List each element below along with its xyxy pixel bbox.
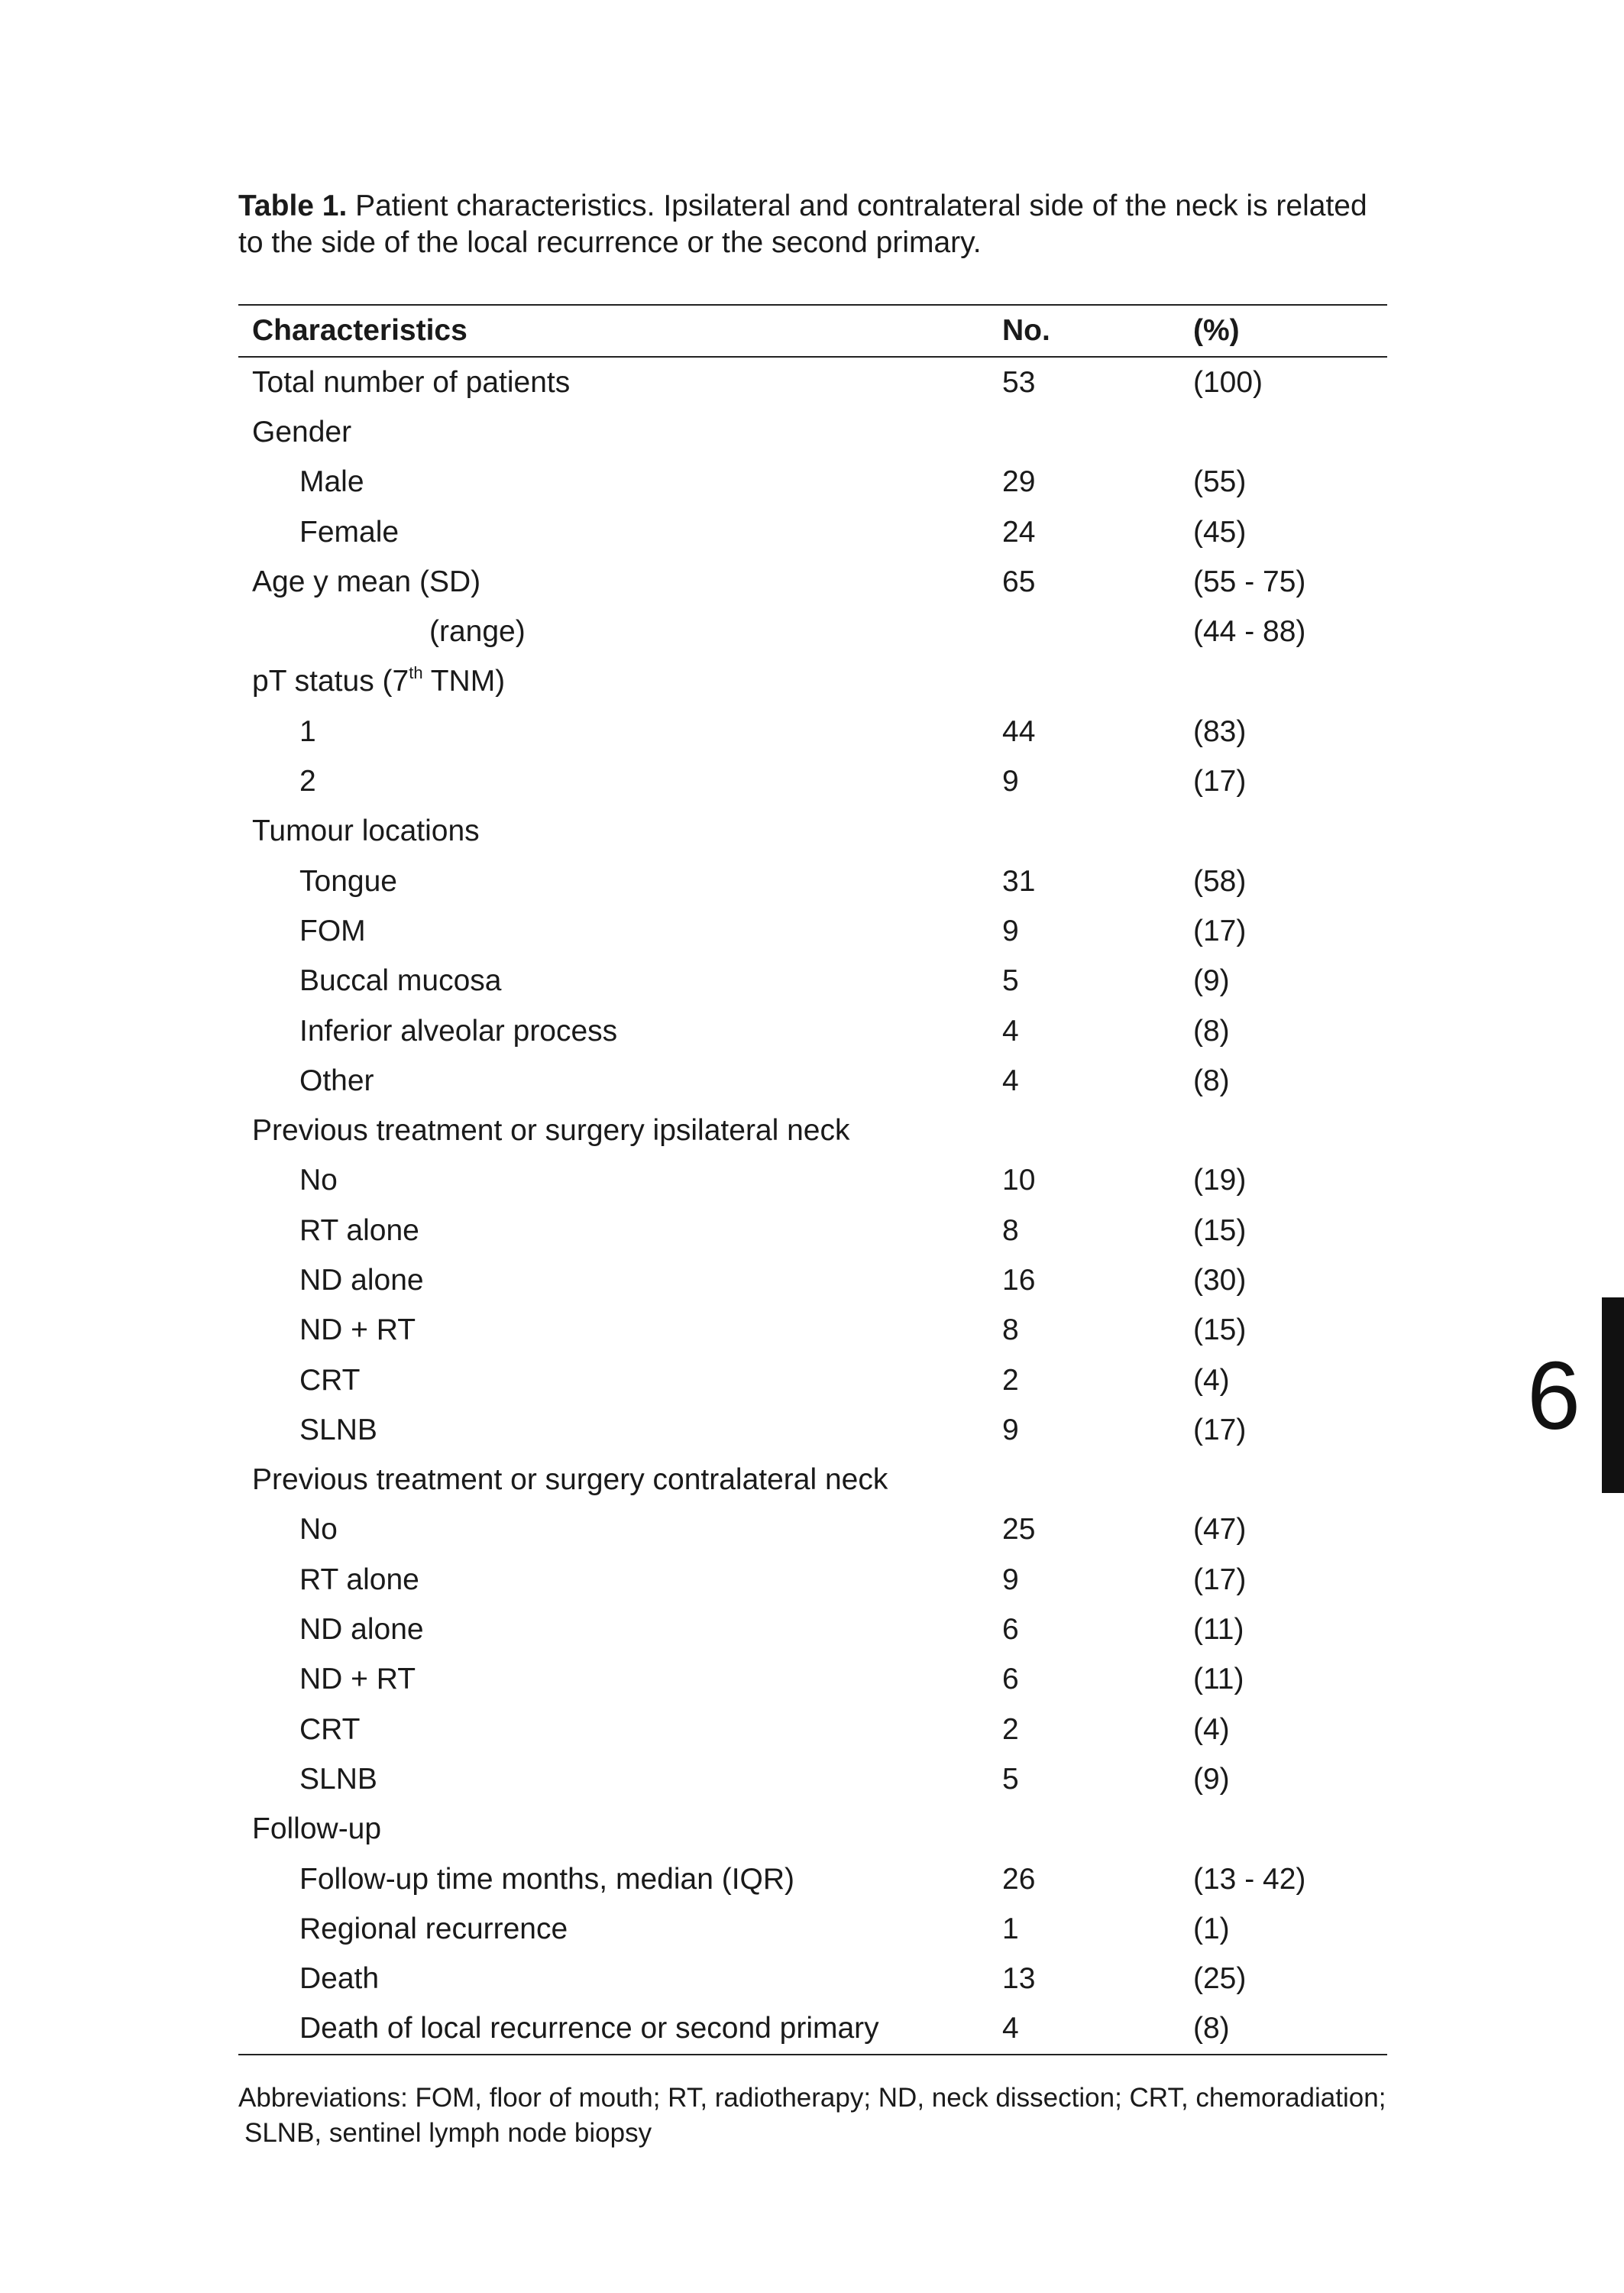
table-row bbox=[238, 1006, 1387, 1056]
header-characteristics: Characteristics bbox=[238, 306, 1002, 357]
row-count: 31 bbox=[1002, 864, 1036, 898]
row-percent: (11) bbox=[1193, 1613, 1244, 1647]
row-percent: (17) bbox=[1193, 765, 1247, 798]
row-count: 65 bbox=[1002, 565, 1036, 598]
row-label-cell bbox=[238, 1456, 1002, 1505]
row-count: 9 bbox=[1002, 765, 1019, 798]
row-count bbox=[1002, 657, 1193, 707]
table-row bbox=[238, 1555, 1387, 1605]
row-label: Female bbox=[299, 515, 400, 549]
row-label: Previous treatment or surgery ipsilateral neck bbox=[252, 1114, 850, 1148]
row-label: ND alone bbox=[299, 1613, 424, 1647]
row-percent: (8) bbox=[1193, 2012, 1230, 2045]
row-label: No bbox=[299, 1164, 338, 1197]
table-row bbox=[238, 1754, 1387, 1804]
row-count bbox=[1002, 1456, 1193, 1505]
row-label-cell bbox=[238, 756, 1002, 806]
row-percent: (45) bbox=[1193, 515, 1247, 549]
table-row bbox=[238, 707, 1387, 756]
table-row bbox=[238, 1805, 1387, 1854]
table-row bbox=[238, 1605, 1387, 1654]
footnote-line1: Abbreviations: FOM, floor of mouth; RT, radiotherapy; ND, neck dissection; CRT, chemoradiation; bbox=[238, 2083, 1386, 2113]
row-label-tail: TNM) bbox=[422, 665, 506, 698]
row-percent: (44 - 88) bbox=[1193, 615, 1306, 649]
row-label: Tongue bbox=[299, 864, 397, 898]
row-count bbox=[1002, 407, 1193, 457]
row-count: 2 bbox=[1002, 1712, 1019, 1746]
row-percent: (83) bbox=[1193, 714, 1247, 748]
row-label: Buccal mucosa bbox=[299, 964, 502, 998]
table-row bbox=[238, 957, 1387, 1006]
row-percent: (17) bbox=[1193, 1413, 1247, 1446]
row-percent: (58) bbox=[1193, 864, 1247, 898]
row-percent bbox=[1193, 407, 1387, 457]
row-count: 53 bbox=[1002, 365, 1036, 399]
table-row bbox=[238, 906, 1387, 956]
row-count: 44 bbox=[1002, 714, 1036, 748]
patient-characteristics-table bbox=[238, 304, 1387, 2055]
row-percent bbox=[1193, 1805, 1387, 1854]
table-header-row bbox=[238, 306, 1387, 357]
row-label-cell bbox=[238, 1206, 1002, 1255]
row-label: Inferior alveolar process bbox=[299, 1014, 618, 1048]
row-label: Other bbox=[299, 1064, 374, 1097]
row-label: Age y mean (SD) bbox=[252, 565, 481, 598]
row-label: FOM bbox=[299, 914, 366, 947]
row-label-cell bbox=[238, 1405, 1002, 1455]
row-label: pT status (7 bbox=[252, 665, 409, 698]
row-percent: (17) bbox=[1193, 914, 1247, 947]
row-label-cell bbox=[238, 458, 1002, 507]
row-label-cell bbox=[238, 1106, 1002, 1155]
row-label-cell bbox=[238, 1805, 1002, 1854]
row-percent: (55 - 75) bbox=[1193, 565, 1306, 598]
row-label: ND + RT bbox=[299, 1663, 416, 1696]
table-footnote bbox=[238, 2081, 1430, 2151]
row-label-cell bbox=[238, 807, 1002, 857]
row-label-cell bbox=[238, 1955, 1002, 2004]
row-label-cell bbox=[238, 707, 1002, 756]
table-row bbox=[238, 557, 1387, 607]
chapter-number: 6 bbox=[1526, 1342, 1581, 1449]
table-row bbox=[238, 756, 1387, 806]
table-row bbox=[238, 1655, 1387, 1705]
row-label-cell bbox=[238, 1655, 1002, 1705]
row-percent: (9) bbox=[1193, 964, 1230, 998]
row-percent: (100) bbox=[1193, 365, 1263, 399]
row-count: 26 bbox=[1002, 1862, 1036, 1896]
row-percent: (8) bbox=[1193, 1014, 1230, 1048]
row-label: 1 bbox=[299, 714, 316, 748]
row-label: RT alone bbox=[299, 1563, 419, 1596]
row-count: 29 bbox=[1002, 465, 1036, 499]
table-row bbox=[238, 857, 1387, 906]
row-label: (range) bbox=[429, 615, 526, 649]
table-row bbox=[238, 407, 1387, 457]
row-count: 5 bbox=[1002, 1762, 1019, 1796]
row-count: 8 bbox=[1002, 1213, 1019, 1247]
row-count: 6 bbox=[1002, 1613, 1019, 1647]
header-percent: (%) bbox=[1193, 306, 1387, 357]
row-percent: (13 - 42) bbox=[1193, 1862, 1306, 1896]
row-percent: (15) bbox=[1193, 1313, 1247, 1347]
table-row bbox=[238, 1206, 1387, 1255]
row-count: 5 bbox=[1002, 964, 1019, 998]
row-percent: (11) bbox=[1193, 1663, 1244, 1696]
row-percent: (4) bbox=[1193, 1712, 1230, 1746]
row-label-cell bbox=[238, 1306, 1002, 1355]
row-label-cell bbox=[238, 1355, 1002, 1405]
chapter-tab-bar bbox=[1602, 1297, 1624, 1493]
row-label: Total number of patients bbox=[252, 365, 571, 399]
table-row bbox=[238, 507, 1387, 557]
header-no: No. bbox=[1002, 306, 1193, 357]
row-label: SLNB bbox=[299, 1413, 377, 1446]
row-label-cell bbox=[238, 407, 1002, 457]
row-percent bbox=[1193, 1106, 1387, 1155]
row-label-cell bbox=[238, 557, 1002, 607]
row-label: CRT bbox=[299, 1712, 361, 1746]
row-label-cell bbox=[238, 1006, 1002, 1056]
row-label-cell bbox=[238, 1705, 1002, 1754]
table-row bbox=[238, 1355, 1387, 1405]
row-label-cell bbox=[238, 957, 1002, 1006]
row-label: Death of local recurrence or second primary bbox=[299, 2012, 879, 2045]
row-percent: (25) bbox=[1193, 1962, 1247, 1996]
table-row bbox=[238, 2004, 1387, 2054]
row-label: CRT bbox=[299, 1363, 361, 1397]
row-label-cell bbox=[238, 607, 1002, 656]
row-label-cell bbox=[238, 2004, 1002, 2054]
row-percent: (19) bbox=[1193, 1164, 1247, 1197]
row-label: ND + RT bbox=[299, 1313, 416, 1347]
row-label-cell bbox=[238, 857, 1002, 906]
row-label-cell bbox=[238, 1156, 1002, 1206]
table-row bbox=[238, 1255, 1387, 1305]
row-label: Gender bbox=[252, 415, 352, 449]
table-row bbox=[238, 1056, 1387, 1106]
row-percent: (55) bbox=[1193, 465, 1247, 499]
row-label-cell bbox=[238, 357, 1002, 407]
row-count: 8 bbox=[1002, 1313, 1019, 1347]
row-percent: (30) bbox=[1193, 1263, 1247, 1297]
row-count: 13 bbox=[1002, 1962, 1036, 1996]
table-row bbox=[238, 458, 1387, 507]
row-count bbox=[1002, 1106, 1193, 1155]
row-label: Male bbox=[299, 465, 364, 499]
table-caption bbox=[238, 188, 1399, 261]
row-count: 1 bbox=[1002, 1912, 1019, 1945]
row-label: Follow-up time months, median (IQR) bbox=[299, 1862, 795, 1896]
row-label: Previous treatment or surgery contralateral neck bbox=[252, 1463, 888, 1497]
row-percent: (47) bbox=[1193, 1513, 1247, 1546]
row-percent: (1) bbox=[1193, 1912, 1230, 1945]
row-count: 9 bbox=[1002, 1413, 1019, 1446]
table-row bbox=[238, 1106, 1387, 1155]
row-percent: (15) bbox=[1193, 1213, 1247, 1247]
table-row bbox=[238, 1156, 1387, 1206]
row-count: 2 bbox=[1002, 1363, 1019, 1397]
row-label-cell bbox=[238, 1555, 1002, 1605]
table-row bbox=[238, 1904, 1387, 1954]
row-label-cell bbox=[238, 906, 1002, 956]
row-count bbox=[1002, 1805, 1193, 1854]
row-count: 24 bbox=[1002, 515, 1036, 549]
row-label-cell bbox=[238, 1505, 1002, 1555]
footnote-line2: SLNB, sentinel lymph node biopsy bbox=[244, 2118, 652, 2148]
row-count: 6 bbox=[1002, 1663, 1019, 1696]
row-count: 4 bbox=[1002, 2012, 1019, 2045]
row-percent bbox=[1193, 657, 1387, 707]
table-row bbox=[238, 607, 1387, 656]
row-count: 25 bbox=[1002, 1513, 1036, 1546]
row-percent bbox=[1193, 1456, 1387, 1505]
row-label: RT alone bbox=[299, 1213, 419, 1247]
table-row bbox=[238, 1505, 1387, 1555]
row-count bbox=[1002, 607, 1193, 656]
row-percent: (8) bbox=[1193, 1064, 1230, 1097]
row-label-cell bbox=[238, 1854, 1002, 1904]
row-label: Regional recurrence bbox=[299, 1912, 568, 1945]
table-row bbox=[238, 1854, 1387, 1904]
row-label-cell bbox=[238, 1056, 1002, 1106]
row-label-cell bbox=[238, 1605, 1002, 1654]
row-count: 16 bbox=[1002, 1263, 1036, 1297]
table-row bbox=[238, 657, 1387, 707]
caption-text-line2: to the side of the local recurrence or the second primary. bbox=[238, 226, 982, 259]
row-label: No bbox=[299, 1513, 338, 1546]
row-percent: (9) bbox=[1193, 1762, 1230, 1796]
row-label: SLNB bbox=[299, 1762, 377, 1796]
row-label-superscript: th bbox=[409, 663, 423, 683]
row-count: 10 bbox=[1002, 1164, 1036, 1197]
row-label: Death bbox=[299, 1962, 380, 1996]
table-row bbox=[238, 807, 1387, 857]
row-label: ND alone bbox=[299, 1263, 424, 1297]
table-row bbox=[238, 1456, 1387, 1505]
row-label: Tumour locations bbox=[252, 815, 480, 848]
row-count: 9 bbox=[1002, 1563, 1019, 1596]
row-count bbox=[1002, 807, 1193, 857]
row-label-cell bbox=[238, 1255, 1002, 1305]
row-label: 2 bbox=[299, 765, 316, 798]
table-row bbox=[238, 357, 1387, 407]
row-label-cell bbox=[238, 1904, 1002, 1954]
row-percent: (4) bbox=[1193, 1363, 1230, 1397]
row-percent bbox=[1193, 807, 1387, 857]
row-percent: (17) bbox=[1193, 1563, 1247, 1596]
table-row bbox=[238, 1405, 1387, 1455]
row-label-cell bbox=[238, 1754, 1002, 1804]
caption-text-line1: Patient characteristics. Ipsilateral and contralateral side of the neck is related bbox=[347, 189, 1367, 222]
row-count: 4 bbox=[1002, 1064, 1019, 1097]
caption-label: Table 1. bbox=[238, 189, 348, 222]
row-count: 9 bbox=[1002, 914, 1019, 947]
table-row bbox=[238, 1306, 1387, 1355]
table-row bbox=[238, 1705, 1387, 1754]
row-count: 4 bbox=[1002, 1014, 1019, 1048]
table-row bbox=[238, 1955, 1387, 2004]
row-label: Follow-up bbox=[252, 1812, 382, 1846]
row-label-cell bbox=[238, 657, 1002, 707]
row-label-cell bbox=[238, 507, 1002, 557]
